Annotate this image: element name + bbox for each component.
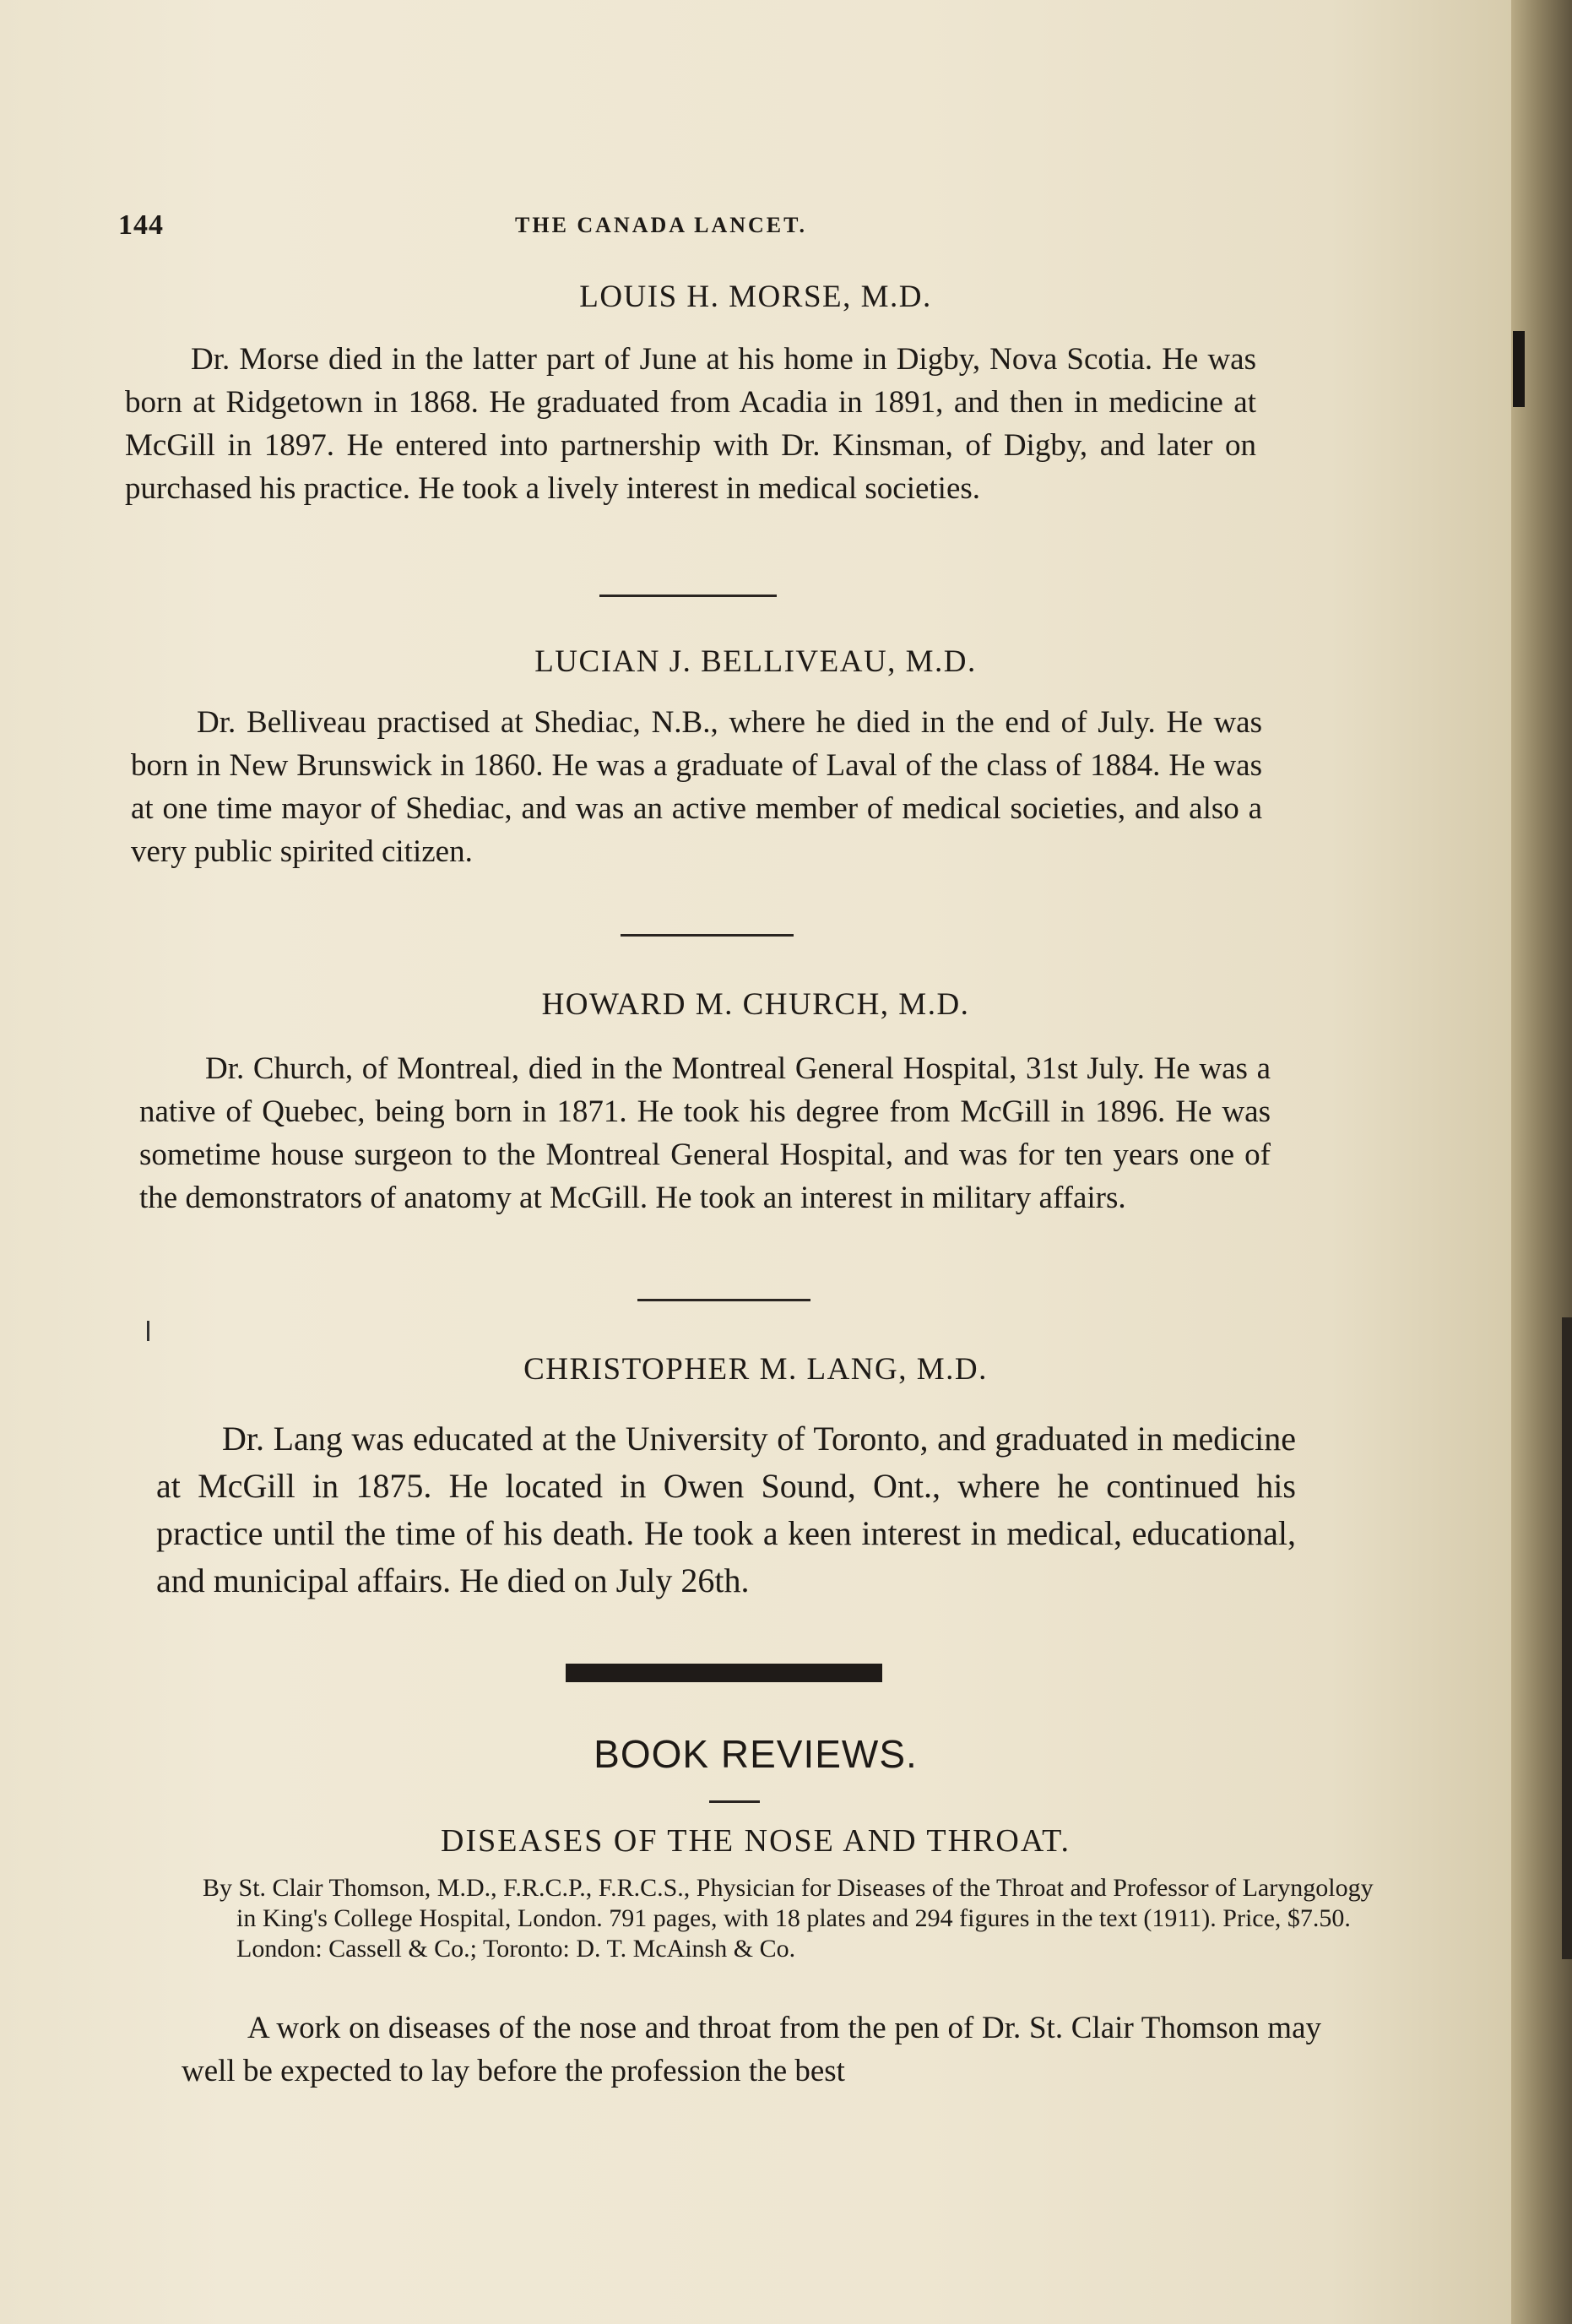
book-citation: By St. Clair Thomson, M.D., F.R.C.P., F.R.C.S., Physician for Diseases of the Throat and Professor of Laryngology in King's College Hospital, London. 791 pages, with 18 plates and 294 figures in the text (1911). Price, $7.50. London: Cassell & Co.; Toronto: D. T. McAinsh & Co. xyxy=(203,1874,1374,1963)
page-number: 144 xyxy=(118,209,164,241)
book-reviews-heading: BOOK REVIEWS. xyxy=(594,1732,918,1776)
section-divider xyxy=(599,595,777,597)
review-text: A work on diseases of the nose and throat from the pen of Dr. St. Clair Thomson may well be expected to lay before the profession the best xyxy=(182,2011,1321,2088)
section-divider xyxy=(637,1299,810,1301)
obituary-text-morse: Dr. Morse died in the latter part of June at his home in Digby, Nova Scotia. He was born at Ridgetown in 1868. He graduated from Acadia in 1891, and then in medicine at McGill in 1897. He entered into partnership with Dr. Kinsman, of Digby, and later on purchased his practice. He took a lively interest in medical societies. xyxy=(125,342,1256,506)
obituary-title-belliveau: LUCIAN J. BELLIVEAU, M.D. xyxy=(534,644,977,679)
obituary-text-lang: Dr. Lang was educated at the University of Toronto, and graduated in medicine at McGill in 1875. He located in Owen Sound, Ont., where he continued his practice until the time of his death. He took a keen interest in medical, educational, and municipal affairs. He died on July 26th. xyxy=(156,1420,1296,1599)
stray-mark xyxy=(147,1321,149,1341)
obituary-text-belliveau: Dr. Belliveau practised at Shediac, N.B., where he died in the end of July. He was born in New Brunswick in 1860. He was a graduate of Laval of the class of 1884. He was at one time mayor of Shediac, and was an active member of medical societies, and also a very public spirited citizen. xyxy=(131,705,1262,869)
edge-mark xyxy=(1513,331,1525,407)
obituary-title-church: HOWARD M. CHURCH, M.D. xyxy=(541,987,970,1022)
running-title: THE CANADA LANCET. xyxy=(515,213,808,237)
obituary-title-morse: LOUIS H. MORSE, M.D. xyxy=(579,280,932,314)
book-title: DISEASES OF THE NOSE AND THROAT. xyxy=(441,1823,1071,1859)
heavy-divider xyxy=(566,1664,882,1682)
obituary-text-church: Dr. Church, of Montreal, died in the Montreal General Hospital, 31st July. He was a native of Quebec, being born in 1871. He took his degree from McGill in 1896. He was sometime house surgeon to the Montreal General Hospital, and was for ten years one of the demonstrators of anatomy at McGill. He took an interest in military affairs. xyxy=(139,1051,1271,1215)
obituary-title-lang: CHRISTOPHER M. LANG, M.D. xyxy=(523,1352,988,1387)
page-header xyxy=(0,209,1511,243)
section-divider xyxy=(621,934,794,937)
page-edge xyxy=(1511,0,1572,2324)
edge-shadow xyxy=(1562,1317,1572,1959)
section-divider xyxy=(709,1800,760,1803)
